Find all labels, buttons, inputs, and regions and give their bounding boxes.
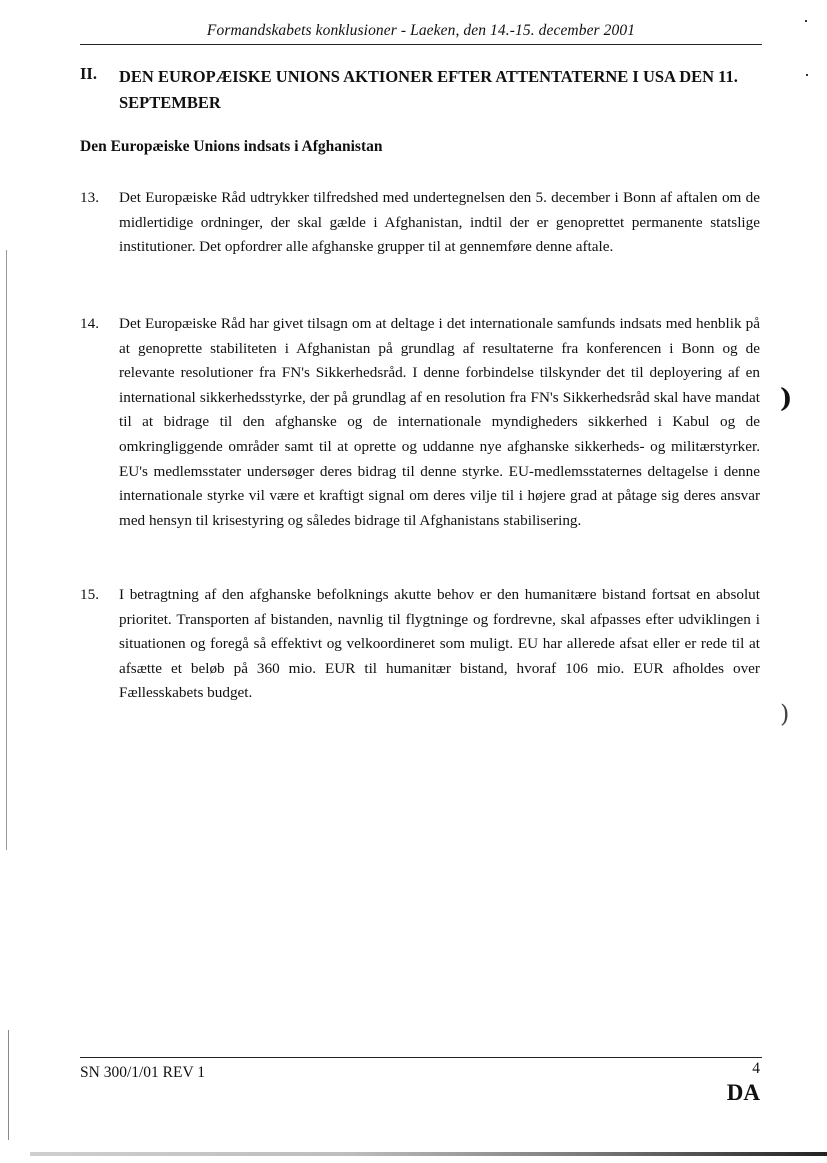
paragraph-text: Det Europæiske Råd har givet tilsagn om at deltage i det internationale samfunds indsats med henblik på at genoprette stabiliteten i Afghanistan på grundlag af resultaterne fra konferencen i Bonn og de relevante resolutioner fra FN's Sikkerhedsråd. I denne forbindelse tilskynder det til deployering af en international sikkerhedsstyrke, der på grundlag af en resolution fra FN's Sikkerhedsråd skal have mandat til at bidrage til den afghanske og de internationale myndigheders sikkerhed i Kabul og de omkringliggende områder samt til at oprette og uddanne nye afghanske sikkerheds- og militærstyrker. EU's medlemsstater undersøger deres bidrag til denne styrke. EU-medlemsstaternes deltagelse i denne internationale styrke vil være et kraftigt signal om deres vilje til i højere grad at påtage sig deres ansvar med hensyn til krisestyring og således bidrage til Afghanistans stabilisering. bbox=[119, 315, 760, 529]
section-title: DEN EUROPÆISKE UNIONS AKTIONER EFTER ATTENTATERNE I USA DEN 11. SEPTEMBER bbox=[119, 67, 738, 112]
scan-edge-line bbox=[8, 1030, 9, 1140]
paragraph-text: I betragtning af den afghanske befolknings akutte behov er den humanitære bistand fortsat en absolut prioritet. Transporten af bistanden, navnlig til flygtninge og fordrevne, skal afpasses efter udviklingen i situationen og foregå så effektivt og velkoordineret som muligt. EU har allerede afsat eller er rede til at afsætte et beløb på 360 mio. EUR til humanitær bistand, hvoraf 106 mio. EUR afholdes over Fællesskabets budget. bbox=[119, 586, 760, 702]
running-header: Formandskabets konklusioner - Laeken, den 14.-15. december 2001 bbox=[206, 22, 636, 39]
paragraph-text: Det Europæiske Råd udtrykker tilfredshed med undertegnelsen den 5. december i Bonn af aftalen om de midlertidige ordninger, der skal gælde i Afghanistan, indtil der er genoprettet permanente statslige institutioner. Det opfordrer alle afghanske grupper til at gennemføre denne aftale. bbox=[119, 189, 760, 256]
page-number: 4 bbox=[752, 1060, 760, 1077]
subheading: Den Europæiske Unions indsats i Afghanistan bbox=[80, 138, 383, 155]
paragraph-14 bbox=[80, 312, 760, 533]
language-code: DA bbox=[726, 1080, 760, 1105]
punch-hole-mark: ) bbox=[780, 384, 793, 414]
scan-speck bbox=[805, 20, 807, 22]
scan-edge-line bbox=[6, 250, 7, 850]
scan-bottom-edge bbox=[30, 1152, 827, 1156]
paragraph-number: 14. bbox=[80, 315, 99, 332]
header-rule bbox=[80, 44, 762, 45]
document-reference: SN 300/1/01 REV 1 bbox=[80, 1064, 206, 1081]
punch-hole-mark: ) bbox=[780, 700, 790, 728]
paragraph-15 bbox=[80, 583, 760, 706]
scan-speck bbox=[806, 74, 808, 76]
footer-rule bbox=[80, 1057, 762, 1058]
paragraph-13 bbox=[80, 186, 760, 260]
section-number: II. bbox=[80, 64, 97, 83]
paragraph-number: 13. bbox=[80, 189, 99, 206]
paragraph-number: 15. bbox=[80, 586, 99, 603]
